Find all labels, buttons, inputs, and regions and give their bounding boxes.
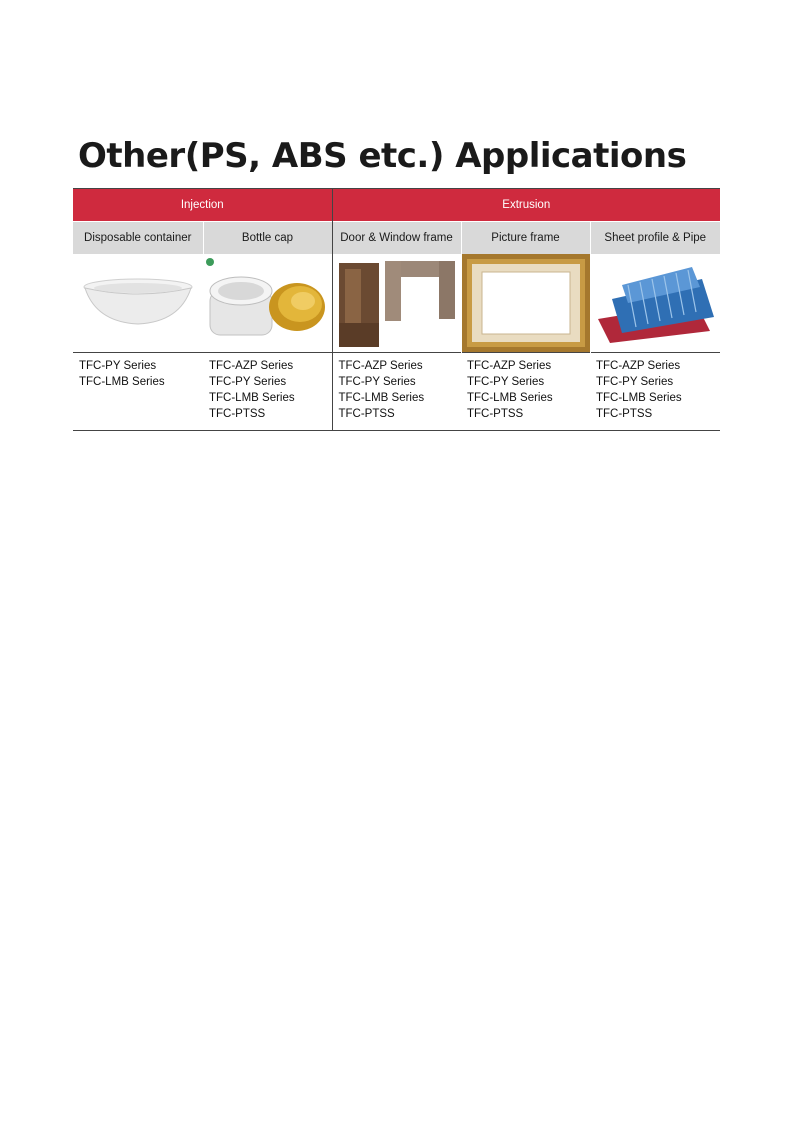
grade-item: TFC-LMB Series	[209, 392, 295, 404]
grade-item: TFC-PTSS	[209, 408, 266, 420]
grades-row	[73, 353, 720, 431]
grade-item: TFC-PTSS	[596, 408, 653, 420]
grade-item: TFC-LMB Series	[79, 376, 165, 388]
col-header-picture-frame: Picture frame	[461, 222, 590, 255]
grade-item: TFC-PY Series	[79, 360, 157, 372]
bowl-image	[73, 254, 203, 353]
grade-item: TFC-PY Series	[338, 376, 416, 388]
extrusion-header: Extrusion	[332, 189, 720, 222]
grade-item: TFC-LMB Series	[596, 392, 682, 404]
grade-item: TFC-PY Series	[209, 376, 287, 388]
application-header-row	[73, 222, 720, 255]
grades-disposable-container	[73, 353, 203, 431]
grade-item: TFC-LMB Series	[467, 392, 553, 404]
image-row	[73, 254, 720, 353]
grade-item: TFC-PTSS	[338, 408, 395, 420]
grades-picture-frame	[461, 353, 590, 431]
col-header-sheet-profile-pipe: Sheet profile & Pipe	[590, 222, 720, 255]
group-header-row	[73, 189, 720, 222]
injection-header: Injection	[73, 189, 332, 222]
grades-sheet-profile-pipe	[590, 353, 720, 431]
page-title: Other(PS, ABS etc.) Applications	[78, 136, 687, 176]
grade-item: TFC-AZP Series	[467, 360, 552, 372]
col-header-disposable-container: Disposable container	[73, 222, 203, 255]
grades-bottle-cap	[203, 353, 332, 431]
col-header-door-window-frame: Door & Window frame	[332, 222, 461, 255]
bottle-cap-image	[203, 254, 332, 353]
col-header-bottle-cap: Bottle cap	[203, 222, 332, 255]
corrugated-sheet-image	[590, 254, 720, 353]
grade-item: TFC-PY Series	[596, 376, 674, 388]
grade-item: TFC-LMB Series	[338, 392, 425, 404]
applications-table	[73, 188, 720, 431]
grade-item: TFC-AZP Series	[209, 360, 294, 372]
grade-item: TFC-AZP Series	[338, 360, 423, 372]
grade-item: TFC-PTSS	[467, 408, 524, 420]
grade-item: TFC-PY Series	[467, 376, 545, 388]
picture-frame-image	[461, 254, 590, 353]
wood-frame-image	[332, 254, 461, 353]
grades-door-window-frame	[332, 353, 461, 431]
grade-item: TFC-AZP Series	[596, 360, 681, 372]
